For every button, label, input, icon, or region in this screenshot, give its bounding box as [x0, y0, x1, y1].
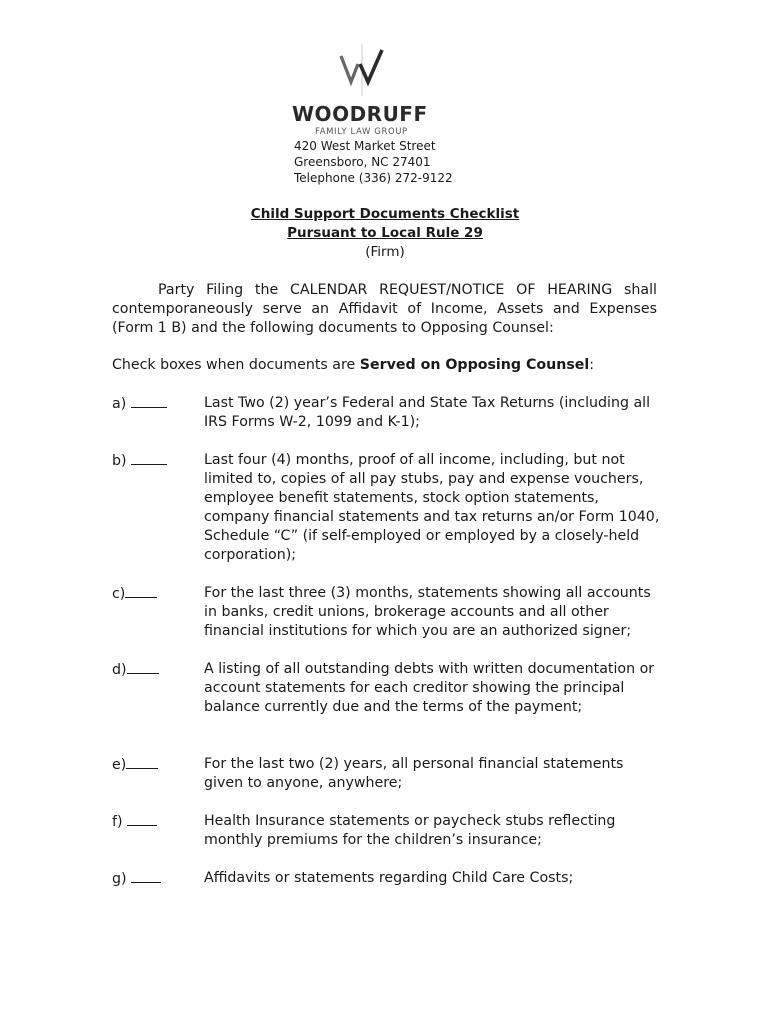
item-text: Affidavits or statements regarding Child Care Costs; — [204, 870, 574, 886]
check-instruction-emphasis: Served on Opposing Counsel — [359, 357, 590, 373]
item-text: For the last two (2) years, all personal financial statements given to anyone, anywhere; — [204, 756, 624, 791]
firm-address-street: 420 West Market Street — [294, 139, 436, 153]
item-label: g) — [112, 871, 127, 887]
item-label: b) — [112, 453, 127, 469]
checkbox-blank[interactable] — [131, 451, 167, 465]
item-label: c) — [112, 586, 126, 602]
item-label: f) — [112, 814, 123, 830]
item-label: d) — [112, 662, 127, 678]
checkbox-blank[interactable] — [131, 869, 161, 883]
check-instruction-prefix: Check boxes when documents are — [112, 357, 360, 373]
checkbox-blank[interactable] — [127, 660, 159, 674]
woodruff-logo-icon — [338, 44, 386, 96]
document-subtitle: Pursuant to Local Rule 29 — [287, 225, 483, 241]
item-text: A listing of all outstanding debts with written documentation or account statements for each creditor showing the principal balance currently due and the terms of the payment; — [204, 661, 655, 715]
checkbox-blank[interactable] — [131, 394, 167, 408]
intro-paragraph: Party Filing the CALENDAR REQUEST/NOTICE OF HEARING shall contemporaneously serve an Affidavit of Income, Assets and Expenses (Form 1 B) and the following documents to Opposing Counsel: — [112, 282, 657, 336]
item-text: Health Insurance statements or paycheck stubs reflecting monthly premiums for the children’s insurance; — [204, 813, 616, 848]
checkbox-blank[interactable] — [125, 584, 157, 598]
item-text: For the last three (3) months, statements showing all accounts in banks, credit unions, brokerage accounts and all other financial institutions for which you are an authorized signer; — [204, 585, 651, 639]
checkbox-blank[interactable] — [126, 755, 158, 769]
firm-telephone: Telephone (336) 272-9122 — [294, 171, 453, 185]
firm-name: WOODRUFF — [292, 102, 428, 126]
check-instruction — [112, 356, 657, 375]
item-text: Last Two (2) year’s Federal and State Tax Returns (including all IRS Forms W-2, 1099 and K-1); — [204, 395, 651, 430]
document-designation: (Firm) — [365, 244, 405, 260]
firm-subtitle: FAMILY LAW GROUP — [315, 127, 408, 137]
document-title: Child Support Documents Checklist — [250, 206, 520, 222]
check-instruction-suffix: : — [589, 357, 595, 373]
item-label: a) — [112, 396, 127, 412]
item-label: e) — [112, 757, 127, 773]
checkbox-blank[interactable] — [127, 812, 157, 826]
item-text: Last four (4) months, proof of all income, including, but not limited to, copies of all pay stubs, pay and expense vouchers, employee benefit statements, stock option statements, company financial statements and tax returns an/or Form 1040, Schedule “C” (if self-employed or employed by a closely-held corporation); — [204, 452, 660, 563]
firm-address-city: Greensboro, NC 27401 — [294, 155, 431, 169]
